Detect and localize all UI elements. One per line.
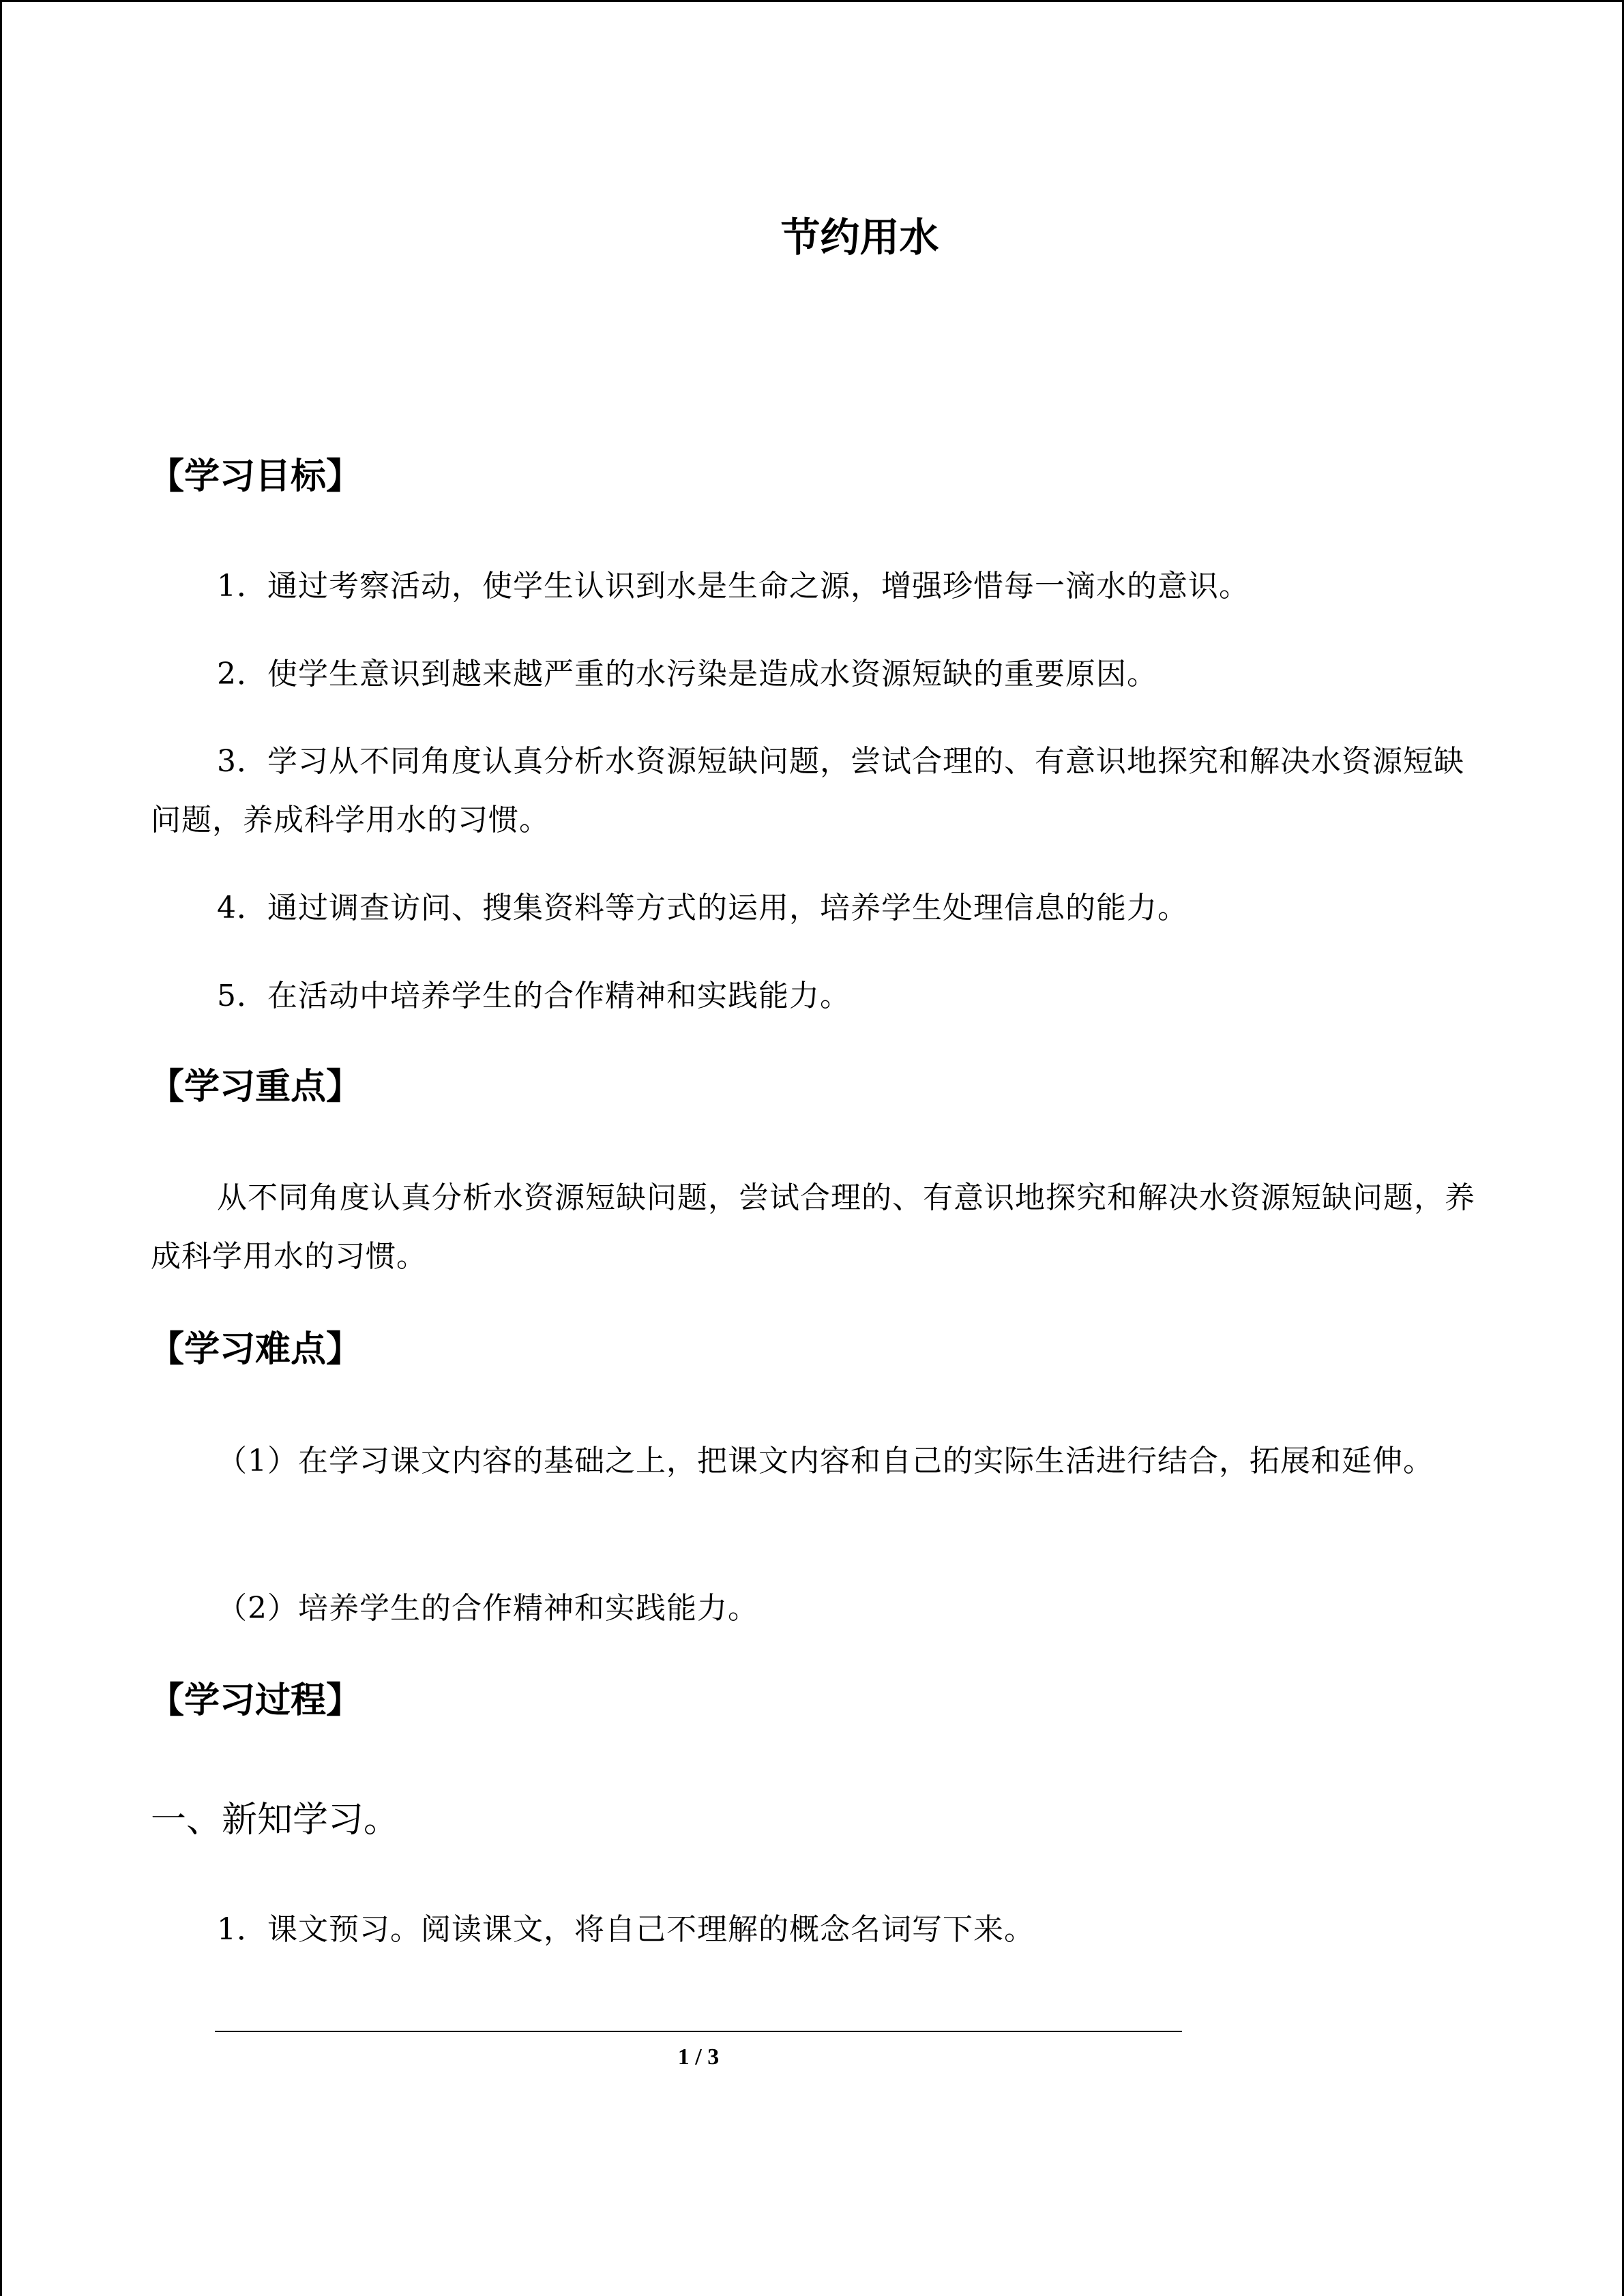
key-points-heading: 【学习重点】 [149,1067,362,1107]
objective-item-3: 3．学习从不同角度认真分析水资源短缺问题，尝试合理的、有意识地探究和解决水资源短缺问题，养成科学用水的习惯。 [151,744,1464,837]
objective-item-5: 5．在活动中培养学生的合作精神和实践能力。 [217,979,851,1013]
objectives-heading: 【学习目标】 [149,456,362,497]
objective-item-2: 2．使学生意识到越来越严重的水污染是造成水资源短缺的重要原因。 [217,657,1157,691]
difficulty-item-1: （1）在学习课文内容的基础之上，把课文内容和自己的实际生活进行结合，拓展和延伸。 [217,1444,1434,1478]
key-points-text: 从不同角度认真分析水资源短缺问题，尝试合理的、有意识地探究和解决水资源短缺问题，养成科学用水的习惯。 [151,1180,1475,1274]
page-number: 1 / 3 [677,2044,720,2070]
footer-divider [215,2031,1182,2032]
objective-item-4: 4．通过调查访问、搜集资料等方式的运用，培养学生处理信息的能力。 [217,891,1188,925]
difficulties-heading: 【学习难点】 [149,1329,362,1370]
objective-item-1: 1．通过考察活动，使学生认识到水是生命之源，增强珍惜每一滴水的意识。 [217,569,1250,603]
process-subheading: 一、新知学习。 [151,1800,400,1840]
difficulty-item-2: （2）培养学生的合作精神和实践能力。 [217,1591,758,1626]
document-title: 节约用水 [780,214,939,260]
process-heading: 【学习过程】 [149,1680,362,1721]
process-item-1: 1．课文预习。阅读课文，将自己不理解的概念名词写下来。 [217,1912,1035,1947]
